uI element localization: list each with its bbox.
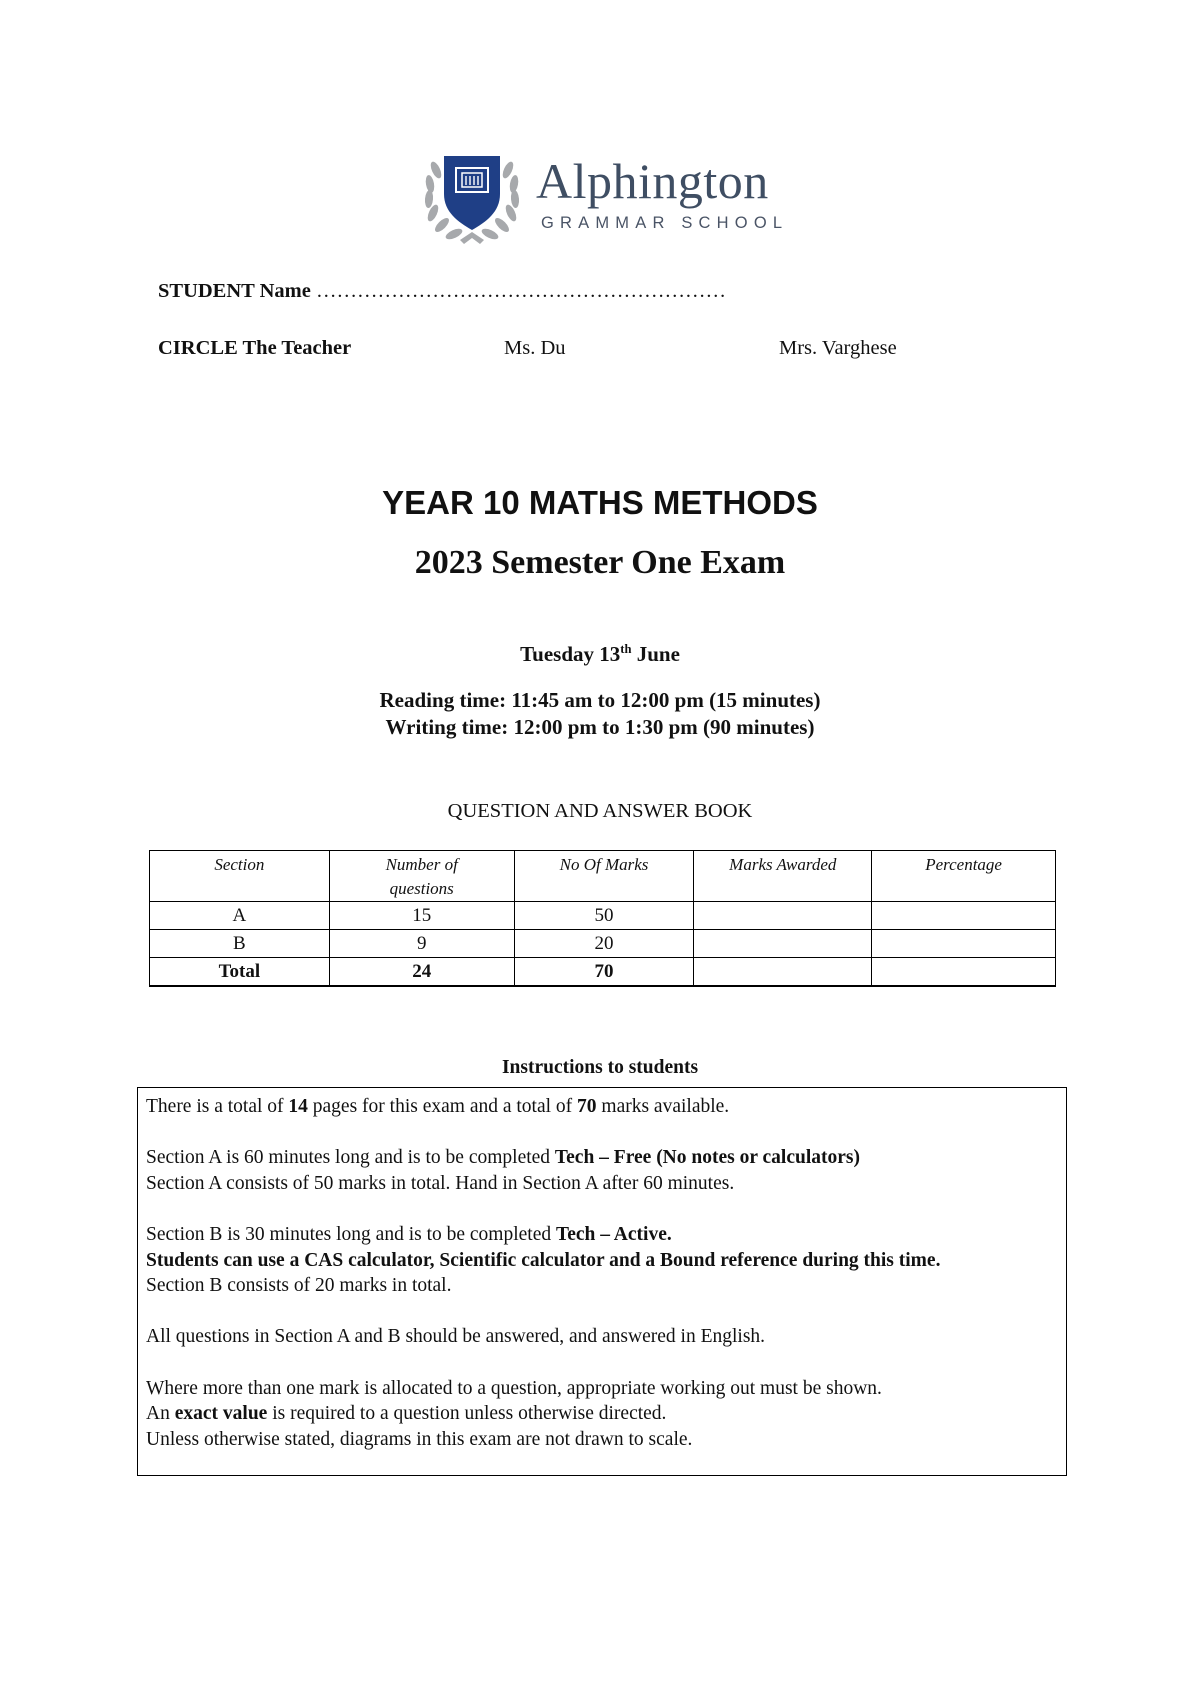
student-name-label: STUDENT Name [158,280,311,302]
exam-title: YEAR 10 MATHS METHODS [382,484,818,521]
tech-free-label: Tech – Free (No notes or calculators) [554,1147,860,1169]
header-no-of-marks: No Of Marks [514,851,694,902]
exam-date-sup: th [620,641,632,656]
school-subtitle: GRAMMAR SCHOOL [541,214,789,232]
cell-marks: 70 [514,958,694,987]
page-count: 14 [288,1096,308,1117]
instruction-exact-value [146,1401,1058,1427]
instruction-section-b [146,1222,1058,1248]
student-name-blank[interactable]: …………………………………………………… [315,280,726,302]
student-name-row [158,280,726,303]
instruction-section-b-marks: Section B consists of 20 marks in total. [146,1275,452,1297]
reading-time: Reading time: 11:45 am to 12:00 pm (15 minutes) [379,688,821,712]
teacher-label: CIRCLE The Teacher [158,337,352,359]
text: There is a total of [146,1096,289,1117]
table-row [150,902,1056,930]
cell-questions: 9 [329,930,514,958]
cell-marks-awarded[interactable] [694,958,872,987]
total-marks: 70 [577,1096,597,1117]
exact-value-term: exact value [174,1403,268,1425]
cell-section: Total [150,958,330,987]
cell-marks: 20 [514,930,694,958]
tech-active-label: Tech – Active. [556,1223,672,1245]
exam-date [0,642,1200,667]
instruction-answer-all: All questions in Section A and B should be answered, and answered in English. [146,1326,766,1348]
exam-date-prefix: Tuesday 13 [520,642,621,666]
instruction-section-a [146,1145,1058,1171]
header-number-of-questions: Number of questions [329,851,514,902]
text: An [146,1403,175,1425]
school-logo [420,148,790,248]
exam-subtitle: 2023 Semester One Exam [414,544,786,581]
text: Section B is 30 minutes long and is to be completed [146,1223,556,1245]
cell-percentage[interactable] [872,958,1056,987]
book-label: QUESTION AND ANSWER BOOK [447,800,753,822]
instructions-heading: Instructions to students [501,1057,699,1078]
cell-marks: 50 [514,902,694,930]
instruction-section-a-marks: Section A consists of 50 marks in total. Hand in Section A after 60 minutes. [146,1172,735,1194]
text: pages for this exam and a total of [307,1096,578,1117]
header-section: Section [150,851,330,902]
instructions-box [137,1087,1067,1476]
marks-table [149,850,1056,987]
teacher-option-varghese[interactable]: Mrs. Varghese [779,337,897,359]
cell-marks-awarded[interactable] [694,902,872,930]
calculator-note: Students can use a CAS calculator, Scientific calculator and a Bound reference during this time. [146,1249,941,1271]
text: marks available. [596,1096,730,1117]
cell-section: B [150,930,330,958]
instruction-calculator [146,1248,1058,1274]
table-row [150,930,1056,958]
header-marks-awarded: Marks Awarded [694,851,872,902]
header-percentage: Percentage [872,851,1056,902]
cell-percentage[interactable] [872,902,1056,930]
cell-section: A [150,902,330,930]
cell-percentage[interactable] [872,930,1056,958]
writing-time: Writing time: 12:00 pm to 1:30 pm (90 minutes) [385,715,815,739]
school-name: Alphington [536,153,769,209]
instruction-diagrams: Unless otherwise stated, diagrams in this exam are not drawn to scale. [146,1428,693,1450]
text: is required to a question unless otherwise directed. [267,1403,667,1425]
cell-questions: 15 [329,902,514,930]
exam-date-suffix: June [631,642,680,666]
instruction-working-out: Where more than one mark is allocated to a question, appropriate working out must be shown. [146,1377,882,1399]
cell-questions: 24 [329,958,514,987]
instruction-pages [146,1094,1058,1120]
table-header-row [150,851,1056,902]
teacher-option-du[interactable]: Ms. Du [504,337,566,359]
school-crest-icon [420,148,524,248]
text: Section A is 60 minutes long and is to be completed [146,1147,555,1169]
table-total-row [150,958,1056,987]
cell-marks-awarded[interactable] [694,930,872,958]
